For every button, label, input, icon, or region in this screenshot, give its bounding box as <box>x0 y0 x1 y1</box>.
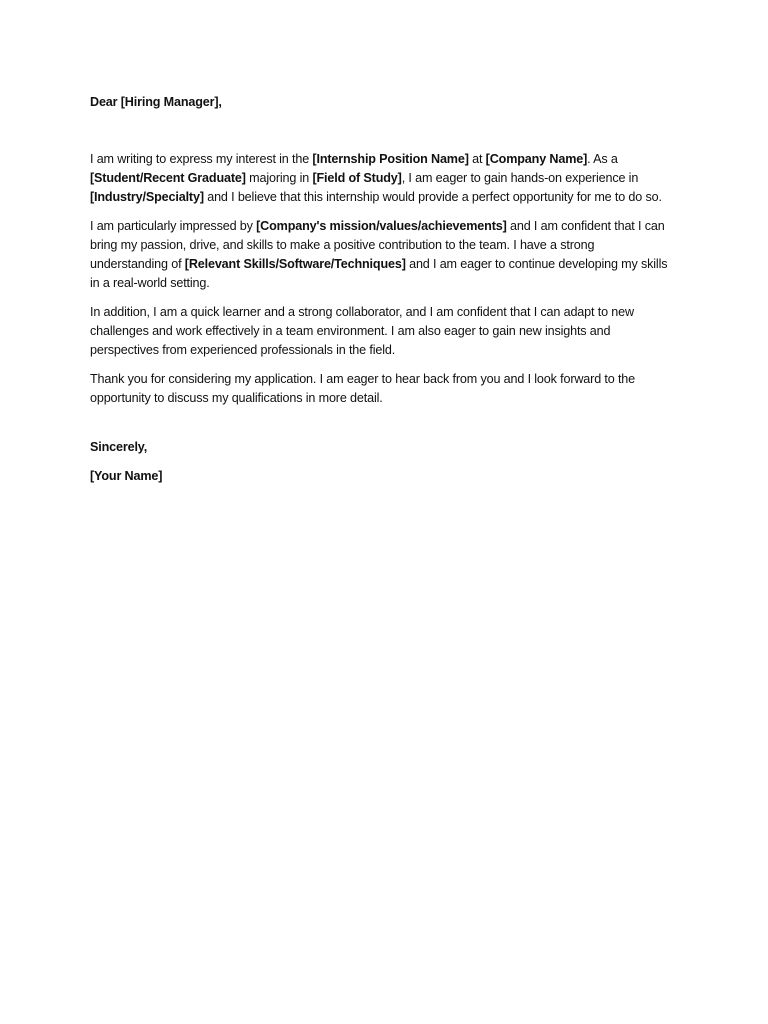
company-text-3: and I am eager to continue developing my skills in a real-world setting. <box>90 257 668 290</box>
signature <box>90 467 670 486</box>
placeholder-relevant-skills: [Relevant Skills/Software/Techniques] <box>184 257 406 271</box>
intro-text-6: and I believe that this internship would provide a perfect opportunity for me to do so. <box>203 190 662 204</box>
intro-text-1: I am writing to express my interest in the <box>90 152 313 166</box>
paragraph-thanks: Thank you for considering my application. I am eager to hear back from you and I look forward to the opportunity to discuss my qualifications in more detail. <box>90 372 636 405</box>
placeholder-student-status: [Student/Recent Graduate] <box>90 171 246 185</box>
placeholder-industry: [Industry/Specialty] <box>90 190 204 204</box>
paragraph-qualities: In addition, I am a quick learner and a strong collaborator, and I am confident that I can adapt to new challenges and work effectively in a team environment. I am also eager to gain new insights and perspectives from experienced professionals in the field. <box>90 305 634 357</box>
intro-text-5: , I am eager to gain hands-on experience in <box>401 171 639 185</box>
closing-text: Sincerely, <box>90 440 148 454</box>
placeholder-position: [Internship Position Name] <box>312 152 469 166</box>
paragraph-intro <box>90 150 670 207</box>
signature-text: [Your Name] <box>90 469 163 483</box>
salutation-text: Dear [Hiring Manager], <box>90 95 222 109</box>
intro-text-4: majoring in <box>245 171 313 185</box>
placeholder-company-mission: [Company's mission/values/achievements] <box>256 219 507 233</box>
placeholder-field-of-study: [Field of Study] <box>312 171 402 185</box>
intro-text-3: . As a <box>587 152 618 166</box>
closing <box>90 438 670 457</box>
cover-letter <box>90 93 670 486</box>
intro-text-2: at <box>468 152 486 166</box>
salutation <box>90 93 670 112</box>
company-text-2: and I am confident that I can bring my passion, drive, and skills to make a positive contribution to the team. I have a strong understanding of <box>90 219 665 271</box>
company-text-1: I am particularly impressed by <box>90 219 257 233</box>
placeholder-company: [Company Name] <box>485 152 588 166</box>
paragraph-company <box>90 217 670 293</box>
